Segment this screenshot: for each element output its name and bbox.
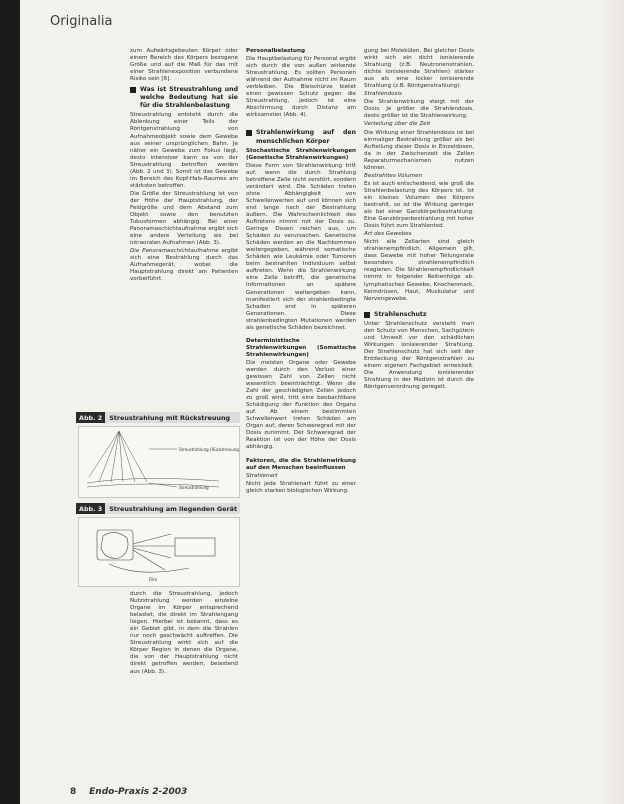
figure-2-caption: Abb. 2 Streustrahlung mit Rückstreuung (76, 412, 240, 423)
paragraph: Nicht alle Zellarten sind gleich strahlenempfindlich. Allgemein gilt, dass Gewebe mit hoher Teilungsrate besonders strahlenempfindlich reagieren. Die Strahlenempfindlichkeit nimmt in folgender Reihenfolge ab: lymphatisches Gewebe, Knochenmark, Keimdrüsen, Haut, Muskulatur und Nervengewebe. (364, 239, 474, 302)
column-1-bottom (130, 591, 238, 677)
subheading: Personalbelastung (246, 48, 305, 54)
page-crease-shadow (600, 0, 624, 804)
subheading: Faktoren, die die Strahlenwirkung auf den Menschen beeinflussen (246, 457, 356, 471)
subheading: Deterministische Strahlenwirkungen (Somatische Strahlenwirkungen) (246, 337, 356, 358)
scatter-diagram (79, 427, 239, 497)
subheading: Strahlendosis (364, 91, 402, 98)
column-2 (246, 48, 356, 496)
section-header: Originalia (50, 14, 113, 29)
paragraph: Die meisten Organe oder Gewebe werden durch den Verlust einer gewissen Zahl von Zellen nicht wesentlich beeinträchtigt. Wenn die Zahl der geschädigten Zellen jedoch zu groß wird, tritt eine beobachtbare Schädigung der Funktion des Organs auf. Ab einem bestimmten Schwellenwert treten Schäden am Organ auf, deren Schweregrad mit der Dosis zunimmt. Der Schweregrad der Reaktion ist von der Höhe der Dosis abhängig. (246, 359, 356, 451)
paragraph: Die Strahlenwirkung steigt mit der Dosis. Je größer die Strahlendosis, desto größer ist die Strahlenwirkung. (364, 99, 474, 120)
page-number: 8 (70, 787, 77, 797)
paragraph: Diese Form von Strahlenwirkung tritt auf, wenn die durch Strahlung betroffene Zelle nicht zerstört, sondern verändert wird. Die Schäden treten ohne Abhängigkeit von Schwellenwerten auf und können sich erst lange nach der Bestrahlung äußern. Die Wahrscheinlichkeit des Auftretens nimmt mit der Dosis zu. Geringe Dosen reichen aus, um Schäden zu verursachen. Genetische Schäden werden an die Nachkommen weitergegeben, während somatische Schäden wie Leukämie oder Tumoren beim bestrahlten Individuum selbst auftreten. Wenn die Strahlenwirkung eine Zelle betrifft, die genetische Informationen an spätere Generationen weitergeben kann, manifestiert sich der strahlenbedingte Schaden erst in späteren Generationen. Diese strahlenbedingten Mutationen werden als genetische Schäden bezeichnet. (246, 162, 357, 331)
page-footer (70, 787, 187, 797)
subheading: Stochastische Strahlenwirkungen (Genetische Strahlenwirkungen) (246, 147, 356, 161)
svg-text:Streustrahlung: Streustrahlung (179, 485, 209, 490)
paragraph: Die Wirkung einer Strahlendosis ist bei einmaliger Bestrahlung größer als bei Aufteilung dieser Dosis in Einzeldosen, da in der Zwischenzeit die Zellen Reparaturmechanismen nutzen können. (364, 129, 474, 171)
figure-2-diagram (78, 426, 240, 498)
paragraph: Die Panoramaschichtaufnahme ergibt sich eine Bestrahlung durch das Aufnahmegerät, wobei die Hauptstrahlung direkt am Patienten vorbeiführt. (130, 248, 238, 283)
paragraph: Die Hauptbelastung für Personal ergibt sich durch die von außen wirkende Streustrahlung. Es sollten Personen während der Aufnahme nicht im Raum verbleiben. Die Bleischürze bietet einen gewissen Schutz gegen die Streustrahlung, jedoch ist eine Abschirmung durch Distanz am wirksamsten (Abb. 4). (246, 56, 356, 119)
section-heading: Was ist Streustrahlung und welche Bedeutung hat sie für die Strahlenbelastung (130, 86, 238, 110)
section-heading: Strahlenschutz (364, 311, 474, 319)
paragraph: Die Größe der Streustrahlung ist von der Höhe der Hauptstrahlung, der Feldgröße und dem Abstand zum Objekt sowie den benutzten Tubusformen abhängig. Bei einer Panoramaschichtaufnahme ergibt sich eine andere Verteilung als bei intraoralen Aufnahmen (Abb. 3). (130, 190, 238, 247)
paragraph: Streustrahlung entsteht durch die Ablenkung einer Teils der Röntgenstrahlung von Aufnahmeobjekt sowie dem Gewebe aus seiner ursprünglichen Bahn. Je näher ein Gewebe zum Fokus liegt, desto intensiver kann es von der Streustrahlung betroffen werden (Abb. 2 und 3). Somit ist das Gewebe im Bereich des Kopf-Hals-Raumes am stärksten betroffen. (130, 112, 238, 189)
subheading: Art des Gewebes (364, 231, 412, 238)
bullet-square-icon (130, 87, 136, 93)
bullet-square-icon (246, 130, 252, 136)
paragraph: Es ist auch entscheidend, wie groß die Strahlenbelastung des Körpers ist. Ist ein kleines Volumen des Körpers bestrahlt, so ist die Wirkung geringer als bei einer Ganzkörperbestrahlung. Eine Ganzkörperbestrahlung mit hoher Dosis führt zum Strahlentod. (364, 180, 474, 230)
scatter-diagram (79, 518, 239, 586)
svg-text:Film: Film (149, 577, 158, 582)
section-heading: Strahlenwirkung auf den menschlichen Körper (246, 129, 356, 145)
svg-text:Streustrahlung (Rückstreuung): Streustrahlung (Rückstreuung) (179, 447, 239, 452)
figure-3-diagram (78, 517, 240, 587)
subheading: Verteilung über die Zeit (364, 121, 431, 128)
subheading: Bestrahltes Volumen (364, 172, 422, 179)
page-edge-rail (0, 0, 20, 804)
paragraph: zum Aufwärtsgebeuten Körper oder einem Bereich des Körpers bezogene Größe und auf die Maß für das mit einer Strahlenexposition verbundene Risiko sein [6]. (130, 48, 238, 83)
paragraph: Nicht jede Strahlenart führt zu einer gleich starken biologischen Wirkung. (246, 480, 356, 494)
column-3 (364, 48, 474, 392)
paragraph: Unter Strahlenschutz versteht man den Schutz von Menschen, Sachgütern und Umwelt vor den schädlichen Wirkungen ionisierender Strahlung. Der Strahlenschutz hat sich seit der Entdeckung der Röntgenstrahlen zu einem eigenen Fachgebiet entwickelt. Die Anwendung ionisierender Strahlung in der Medizin ist durch die Röntgenverordnung geregelt. (364, 320, 474, 391)
bullet-square-icon (364, 312, 370, 318)
journal-name: Endo-Praxis 2-2003 (89, 787, 188, 797)
column-1-top (130, 48, 238, 285)
figure-3-caption: Abb. 3 Streustrahlung am liegenden Gerät (76, 503, 240, 514)
paragraph: durch die Streustrahlung, jedoch Nutzstrahlung werden einzelne Organe im Körper entsprechend belastet, die direkt im Strahlengang liegen. Hierbei ist bekannt, dass es ein Gebiet gibt, in dem die Strahlen nur noch geschwächt auftreffen. Die Streustrahlung wirkt sich auf die Körper Region in denen die Organe, die von der Hauptstrahlung nicht direkt getroffen werden, belastend aus (Abb. 3). (130, 591, 238, 675)
paragraph: Strahlenart (246, 472, 278, 479)
paragraph: gung bei Molekülen. Bei gleicher Dosis wirkt sich ein dicht ionisierende Strahlung (z.B. Neutronenstrahlen, dichte ionisierende Strahlen) stärker aus als eine locker ionisierende Strahlung (z.B. Röntgenstrahlung). (364, 48, 474, 90)
